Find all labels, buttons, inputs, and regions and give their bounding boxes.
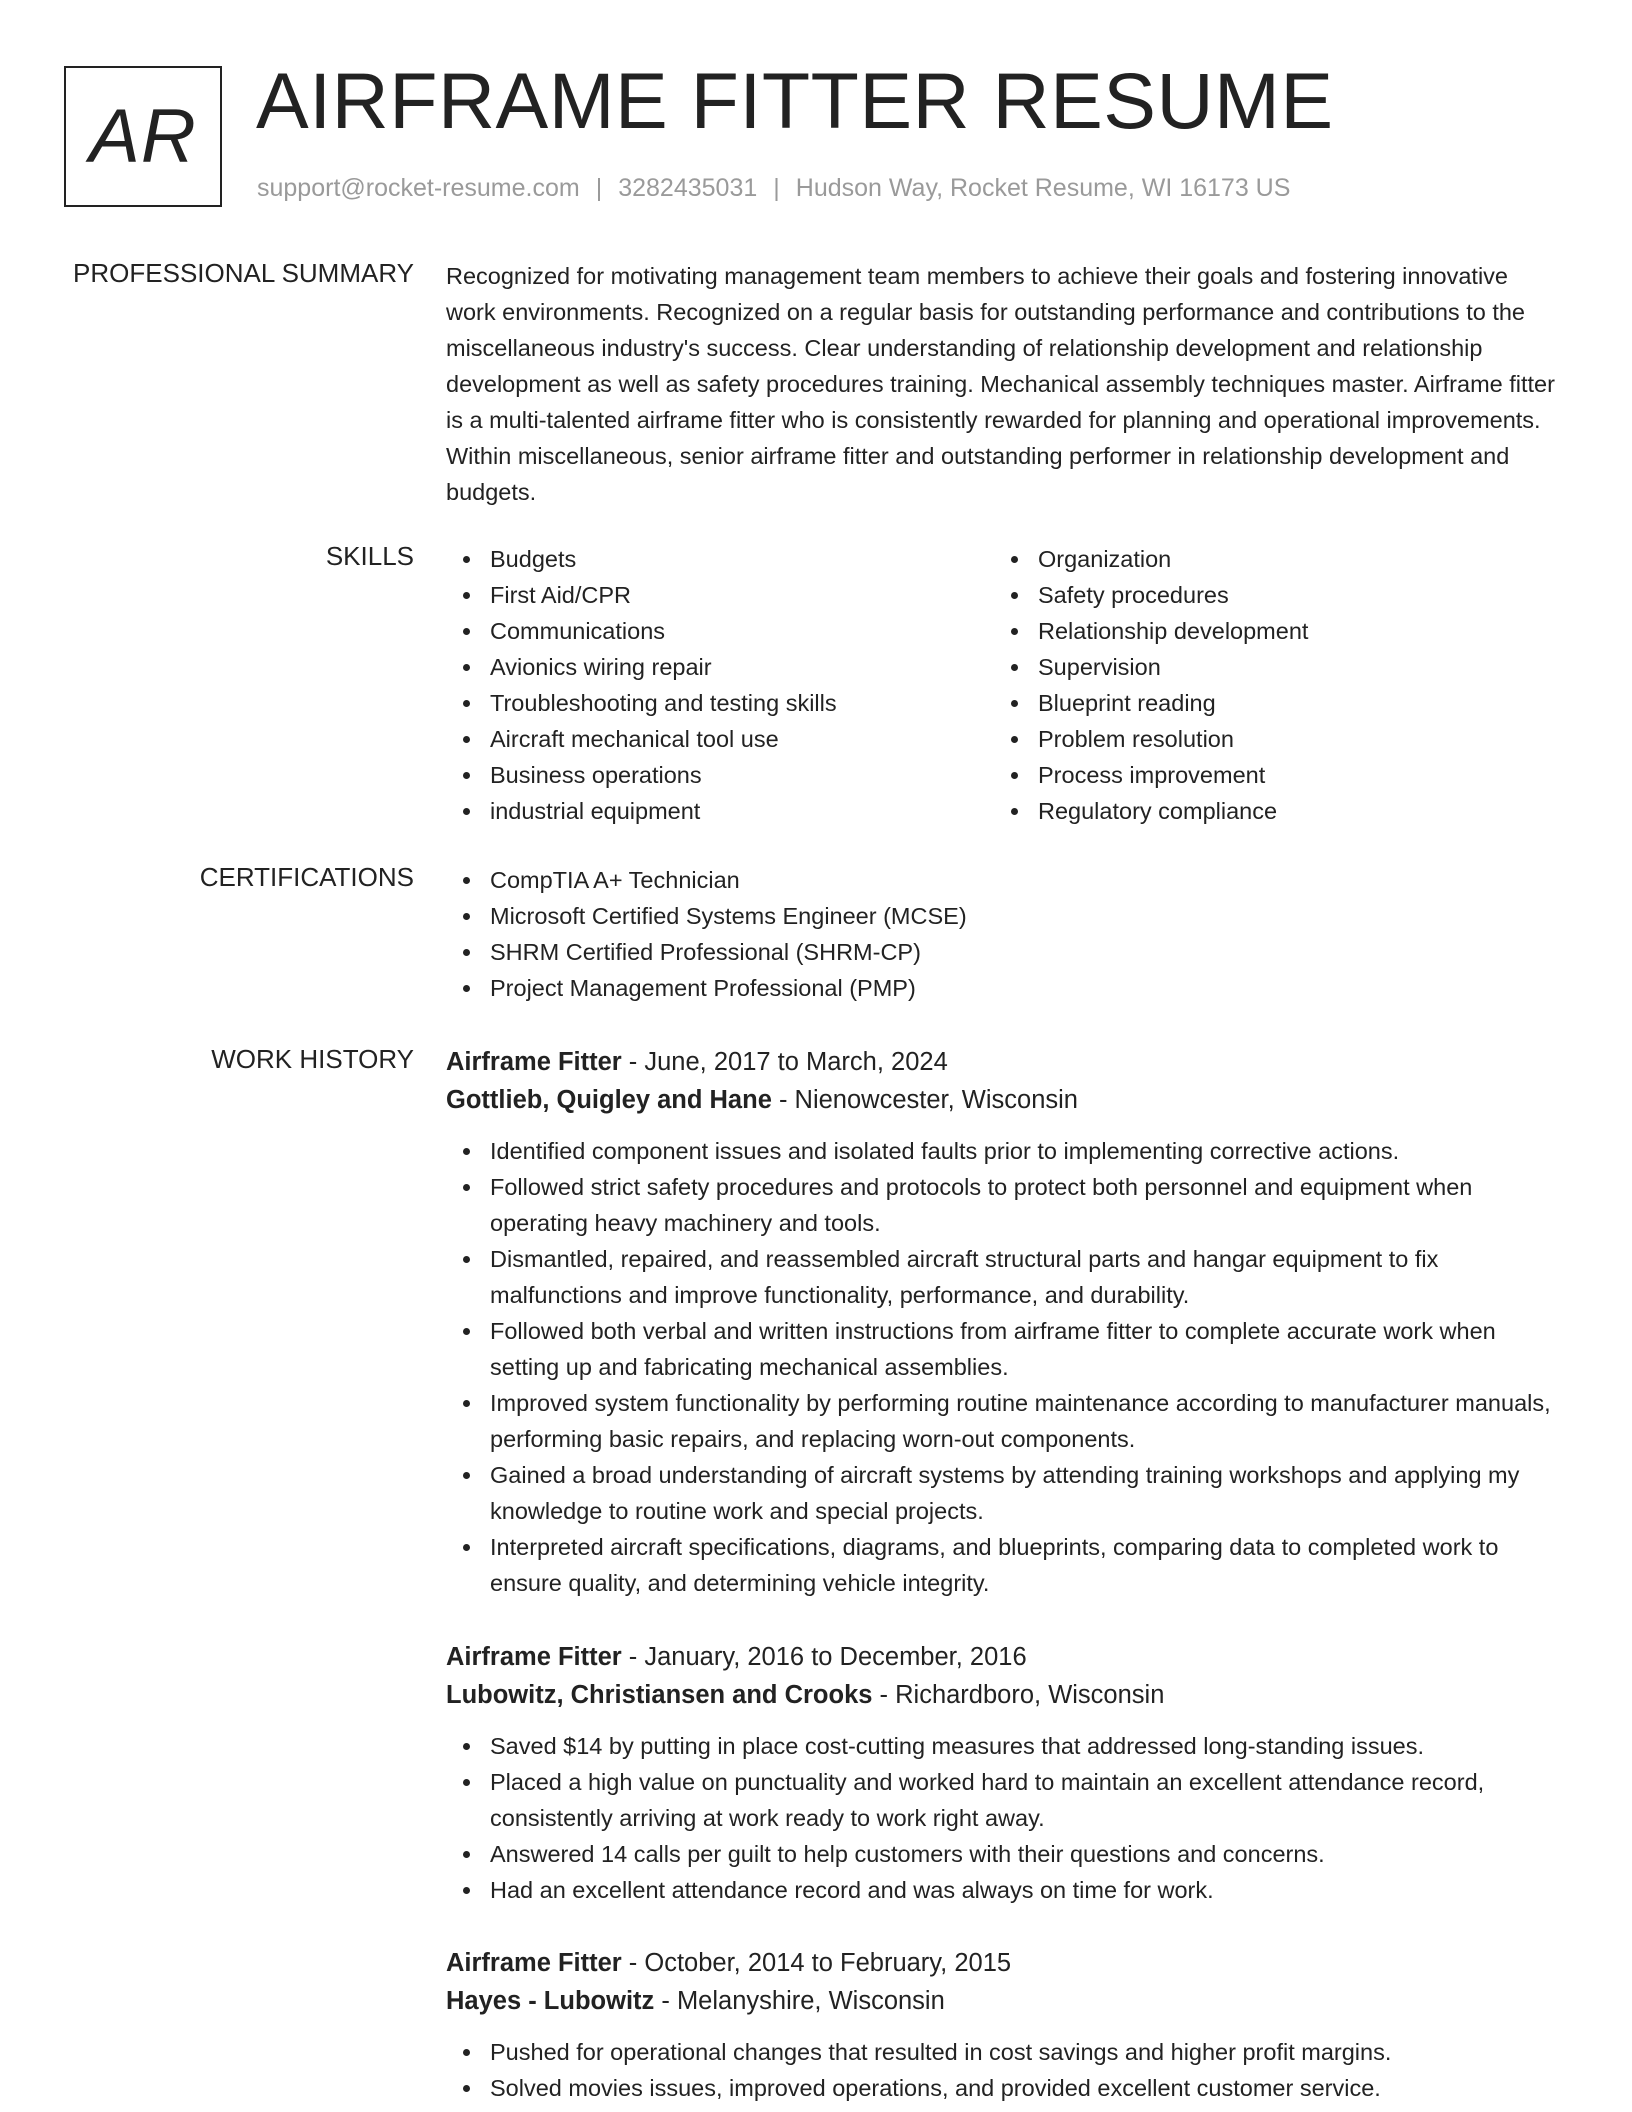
monogram-initials: AR — [89, 94, 197, 179]
job-title-line — [446, 1043, 1562, 1081]
job-bullet: Had an excellent attendance record and was always on time for work. — [446, 1872, 1562, 1908]
skills-label: SKILLS — [325, 541, 414, 571]
job-title: Airframe Fitter — [446, 1949, 622, 1977]
job-bullet: Identified component issues and isolated faults prior to implementing corrective actions. — [446, 1133, 1562, 1169]
skill-item: Regulatory compliance — [994, 793, 1542, 829]
job-dates: - June, 2017 to March, 2024 — [621, 1048, 948, 1076]
job-bullet: Pushed for operational changes that resulted in cost savings and higher profit margins. — [446, 2034, 1562, 2070]
skill-item: Blueprint reading — [994, 685, 1542, 721]
job-bullet: Saved $14 by putting in place cost-cutting measures that addressed long-standing issues. — [446, 1728, 1562, 1764]
skills-grid — [446, 541, 1562, 829]
summary-label: PROFESSIONAL SUMMARY — [73, 258, 414, 288]
certification-item: Microsoft Certified Systems Engineer (MCSE) — [446, 898, 1562, 934]
job-bullet: Followed both verbal and written instructions from airframe fitter to complete accurate work when setting up and fabricating mechanical assemblies. — [446, 1313, 1562, 1385]
contact-email[interactable]: support@rocket-resume.com — [257, 174, 580, 202]
skill-item: First Aid/CPR — [446, 577, 994, 613]
job-entry — [446, 1043, 1562, 1601]
job-bullets — [446, 1728, 1562, 1908]
job-location: - Nienowcester, Wisconsin — [771, 1086, 1078, 1114]
job-title-line — [446, 1944, 1562, 1982]
certification-item: CompTIA A+ Technician — [446, 862, 1562, 898]
job-bullets — [446, 2034, 1562, 2106]
job-bullets — [446, 1133, 1562, 1601]
contact-line — [257, 174, 1290, 203]
contact-separator: | — [773, 174, 780, 202]
skills-section — [446, 541, 1562, 829]
job-bullet: Interpreted aircraft specifications, diagrams, and blueprints, comparing data to completed work to ensure quality, and determining vehicle integrity. — [446, 1529, 1562, 1601]
contact-phone[interactable]: 3282435031 — [618, 174, 758, 202]
job-dates: - January, 2016 to December, 2016 — [621, 1643, 1027, 1671]
skill-item: industrial equipment — [446, 793, 994, 829]
skill-item: Relationship development — [994, 613, 1542, 649]
job-bullet: Dismantled, repaired, and reassembled aircraft structural parts and hangar equipment to fix malfunctions and improve functionality, performance, and durability. — [446, 1241, 1562, 1313]
certifications-list — [446, 862, 1562, 1006]
job-company-line — [446, 1081, 1562, 1119]
summary-text: Recognized for motivating management team members to achieve their goals and fostering innovative work environments. Recognized on a regular basis for outstanding performance and contributions to the miscellaneous industry's success. Clear understanding of relationship development and relationship development as well as safety procedures training. Mechanical assembly techniques master. Airframe fitter is a multi-talented airframe fitter who is consistently rewarded for planning and operational improvements. Within miscellaneous, senior airframe fitter and outstanding performer in relationship development and budgets. — [446, 263, 1555, 505]
monogram-box — [64, 66, 222, 207]
contact-address: Hudson Way, Rocket Resume, WI 16173 US — [795, 174, 1291, 202]
skill-item: Avionics wiring repair — [446, 649, 994, 685]
job-bullet: Gained a broad understanding of aircraft systems by attending training workshops and applying my knowledge to routine work and special projects. — [446, 1457, 1562, 1529]
job-location: - Melanyshire, Wisconsin — [654, 1987, 945, 2015]
job-bullet: Followed strict safety procedures and protocols to protect both personnel and equipment when operating heavy machinery and tools. — [446, 1169, 1562, 1241]
job-location: - Richardboro, Wisconsin — [872, 1681, 1165, 1709]
work-history-label: WORK HISTORY — [211, 1044, 414, 1074]
job-bullet: Placed a high value on punctuality and worked hard to maintain an excellent attendance record, consistently arriving at work ready to work right away. — [446, 1764, 1562, 1836]
job-title: Airframe Fitter — [446, 1048, 622, 1076]
contact-separator: | — [595, 174, 603, 202]
job-bullet: Answered 14 calls per guilt to help customers with their questions and concerns. — [446, 1836, 1562, 1872]
skill-item: Troubleshooting and testing skills — [446, 685, 994, 721]
skill-item: Organization — [994, 541, 1542, 577]
skill-item: Communications — [446, 613, 994, 649]
job-bullet: Improved system functionality by performing routine maintenance according to manufacturer manuals, performing basic repairs, and replacing worn-out components. — [446, 1385, 1562, 1457]
job-bullet: Solved movies issues, improved operations, and provided excellent customer service. — [446, 2070, 1562, 2106]
skill-item: Budgets — [446, 541, 994, 577]
skill-item: Supervision — [994, 649, 1542, 685]
skill-item: Safety procedures — [994, 577, 1542, 613]
job-company-line — [446, 1982, 1562, 2020]
job-company: Lubowitz, Christiansen and Crooks — [446, 1681, 873, 1709]
certification-item: SHRM Certified Professional (SHRM-CP) — [446, 934, 1562, 970]
job-company: Hayes - Lubowitz — [446, 1987, 655, 2015]
job-company: Gottlieb, Quigley and Hane — [446, 1086, 772, 1114]
job-entry — [446, 1944, 1562, 2106]
certifications-section — [446, 862, 1562, 1006]
skill-item: Process improvement — [994, 757, 1542, 793]
certifications-label: CERTIFICATIONS — [199, 862, 414, 892]
skills-list-left — [446, 541, 994, 829]
job-dates: - October, 2014 to February, 2015 — [621, 1949, 1012, 1977]
skill-item: Problem resolution — [994, 721, 1542, 757]
job-entry — [446, 1638, 1562, 1908]
skill-item: Aircraft mechanical tool use — [446, 721, 994, 757]
job-title-line — [446, 1638, 1562, 1676]
job-title: Airframe Fitter — [446, 1643, 622, 1671]
job-company-line — [446, 1676, 1562, 1714]
certification-item: Project Management Professional (PMP) — [446, 970, 1562, 1006]
summary-section — [446, 258, 1562, 510]
resume-title: AIRFRAME FITTER RESUME — [256, 56, 1334, 145]
skill-item: Business operations — [446, 757, 994, 793]
skills-list-right — [994, 541, 1542, 829]
